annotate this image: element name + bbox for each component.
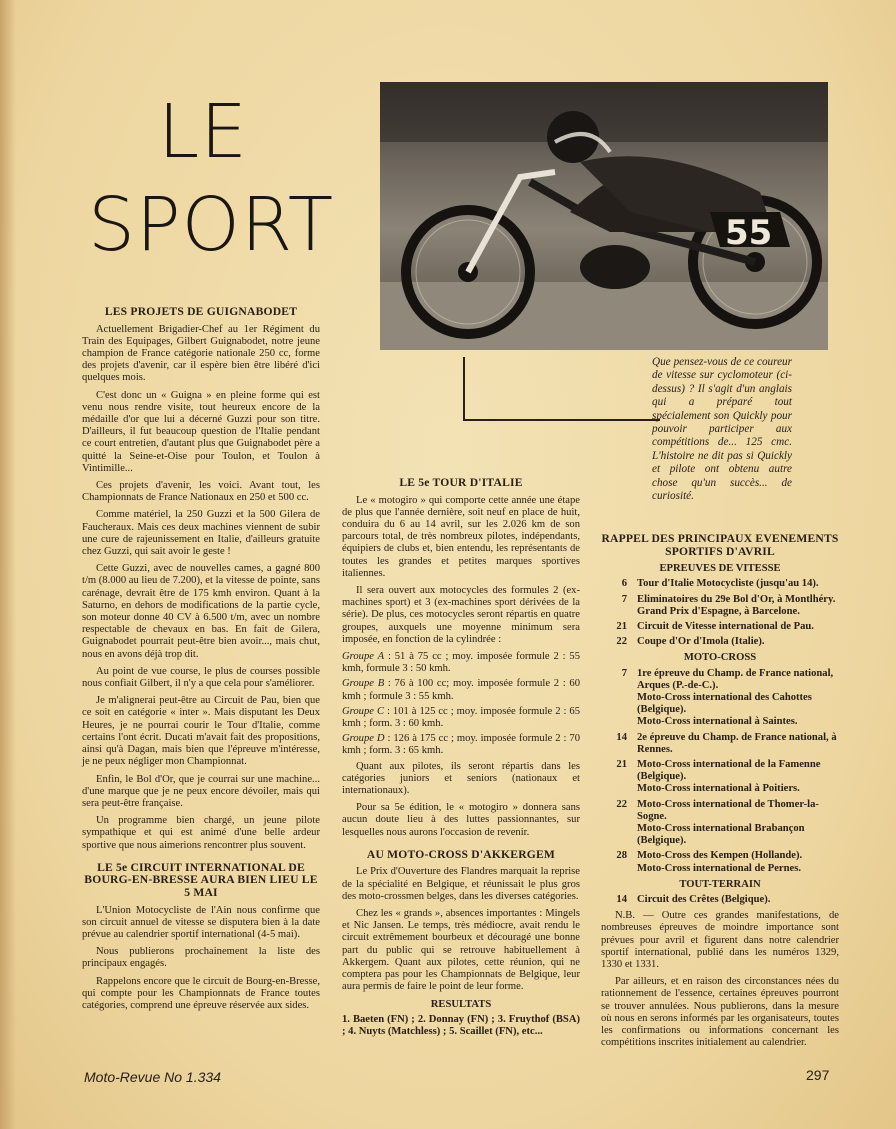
results-heading: RESULTATS (430, 998, 492, 1010)
paragraph: Comme matériel, la 250 Guzzi et la 500 Gilera de Faucheraux. Mais ces deux machines viennent de subir une cure de rajeunissement en Italie, d'ailleurs gratuite chez Guzzi, qui sait avoir le geste ! (82, 509, 320, 558)
motorcycle-photo (380, 82, 828, 350)
event-description (637, 850, 839, 874)
paragraph: Nous publierons prochainement la liste des principaux engagés. (82, 946, 320, 970)
tout-terrain-list (601, 894, 839, 906)
event-description (637, 894, 839, 906)
event-line: 1re épreuve du Champ. de France national, Arques (P.-de-C.). (637, 667, 834, 691)
paragraph: Au point de vue course, le plus de courses possible nous confiait Gilbert, il n'y a que cela pour s'améliorer. (82, 665, 320, 690)
article-heading-tour-italie: LE 5e TOUR D'ITALIE (399, 476, 523, 489)
paragraph: Ces projets d'avenir, les voici. Avant tout, les Championnats de France Nationaux en 250 et 500 cc. (82, 480, 320, 504)
paragraph: Chez les « grands », absences importantes : Mingels et Nic Jansen. Le temps, très médiocre, avait rendu le circuit extrêmement bourbeux et découragé une bonne part du public qui se retrouve habituellement à Akkergem. Quant aux pilotes, cette réunion, qui ne comptera pas pour les Championnats de Belgique, leur aura permis de faire le point de leur forme. (342, 908, 580, 993)
motocross-list (601, 668, 839, 875)
paragraph: Il sera ouvert aux motocycles des formules 2 (ex-machines sport) et 3 (ex-machines sport dérivées de la série). De plus, ces motocycles seront répartis en quatre groupes, auxquels une moyenne minimum sera imposée, en fonction de la cylindrée : (342, 585, 580, 645)
event-day: 6 (621, 578, 627, 590)
event-day: 21 (616, 759, 627, 771)
paragraph: Par ailleurs, et en raison des circonstances nées du rationnement de l'essence, certaines épreuves pourront se trouver annulées. Nous publierons, dans la mesure où nous en serons informés par les organisateurs, toutes les confirmations ou informations concernant les compétitions inscrites initialement au calendrier. (601, 976, 839, 1049)
event-description (637, 668, 839, 729)
event-line: 2e épreuve du Champ. de France national, à Rennes. (637, 731, 837, 755)
column-tour-italie (342, 477, 580, 1043)
paragraph: L'Union Motocycliste de l'Ain nous confirme que son circuit annuel de vitesse se disputera bien à la date prévue au calendrier sportif international (4-5 mai). (82, 904, 320, 940)
group-item: Groupe A : 51 à 75 cc ; moy. imposée formule 2 : 55 kmh, formule 3 : 50 kmh. (342, 651, 580, 675)
article-heading-akkergem: AU MOTO-CROSS D'AKKERGEM (366, 847, 556, 861)
paragraph: Je m'alignerai peut-être au Circuit de Pau, bien que ce soit en catégorie « inter ». Mais disputant les Deux Heures, je ne pourrai courir le Tour d'Italie, comme certains l'ont écrit. Ducati m'avait fait des propositions, ainsi qu'à Dagan, mais bien que l'épreuve m'intéresse, je ne peux négliger mon Championnat. (82, 695, 320, 768)
event-line: Moto-Cross international de Pernes. (637, 862, 801, 874)
event-description (637, 799, 839, 848)
event-day: 21 (616, 621, 627, 632)
event-description (637, 732, 839, 756)
event-row (601, 850, 839, 874)
event-row (601, 799, 839, 848)
motorcycle-illustration (380, 82, 828, 350)
event-description (637, 594, 839, 618)
event-line: Moto-Cross international à Saintes. (637, 716, 798, 728)
event-line: Eliminatoires du 29e Bol d'Or, à Montlhéry. (637, 593, 836, 605)
photo-caption: Que pensez-vous de ce coureur de vitesse sur cyclomoteur (ci-dessus) ? Il s'agit d'un anglais qui a préparé tout spécialement son Quickly pour pouvoir participer aux compétitions de... 125 cmc. L'histoire ne dit pas si Quickly et pilote ont obtenu autre chose qu'un succès... de curiosité. (652, 356, 792, 503)
event-line: Moto-Cross des Kempen (Hollande). (637, 850, 803, 862)
event-day: 22 (616, 636, 627, 648)
group-item: Groupe B : 76 à 100 cc; moy. imposée formule 2 : 60 kmh ; formule 3 : 55 kmh. (342, 678, 581, 702)
paragraph: Un programme bien chargé, un jeune pilote sympathique et qui est animé d'une belle ardeur sportive que nous aimerions rencontrer plus souvent. (82, 815, 320, 851)
article-heading-bourg: LE 5e CIRCUIT INTERNATIONAL DE BOURG-EN-BRESSE AURA BIEN LIEU LE 5 MAI (84, 860, 318, 899)
magazine-issue: Moto-Revue No 1.334 (84, 1069, 221, 1085)
event-day: 14 (616, 894, 627, 906)
event-description (637, 578, 839, 590)
caption-pointer-line (463, 357, 660, 421)
event-description (637, 621, 839, 633)
event-description (637, 759, 839, 796)
paragraph: Pour sa 5e édition, le « motogiro » donnera sans aucun doute lieu à des luttes passionnantes, sur lesquelles nous aurons l'occasion de revenir. (342, 802, 580, 838)
event-line: Tour d'Italie Motocycliste (jusqu'au 14). (637, 578, 819, 590)
event-line: Moto-Cross international de la Famenne (Belgique). (637, 759, 821, 783)
event-row (601, 578, 839, 590)
event-description (637, 636, 839, 648)
page-number: 297 (806, 1067, 830, 1083)
event-row (601, 636, 839, 648)
event-line: Coupe d'Or d'Imola (Italie). (637, 636, 765, 648)
group-item: Groupe D : 126 à 175 cc ; moy. imposée formule 2 : 70 kmh ; form. 3 : 65 kmh. (342, 733, 580, 757)
paragraph: C'est donc un « Guigna » en pleine forme qui est venu nous rendre visite, tout heureux encore de la médaille d'or que lui a décerné Guzzi pour son titre. D'ailleurs, il fut beaucoup question de l'Italie pendant ce court entretien, d'autant plus que Guignabodet père a quitté la Seine-et-Oise pour Toulon, et Toulon à Vintimille... (82, 389, 320, 474)
groups-list (342, 651, 580, 758)
race-number: 55 (725, 213, 773, 253)
event-day: 14 (616, 731, 627, 743)
event-row (601, 668, 839, 729)
event-line: Circuit de Vitesse international de Pau. (637, 621, 814, 632)
paragraph: Le « motogiro » qui comporte cette année une étape de plus que l'année dernière, soit neuf en place de huit, conduira du 6 au 14 avril, sur les 2.026 km de son parcours total, de très nombreux pilotes, indépendants, équipiers de clubs et, bien entendu, les représentants de toutes les grandes et petites marques sportives italiennes. (342, 494, 580, 579)
paragraph: Quant aux pilotes, ils seront répartis dans les catégories juniors et seniors (nationaux et internationaux). (342, 760, 580, 797)
column-guignabodet (82, 306, 320, 1017)
event-day: 28 (616, 850, 627, 862)
paragraph: Le Prix d'Ouverture des Flandres marquait la reprise de la spécialité en Belgique, et réunissait le plus gros des moto-crossmen belges, dans les diverses catégories. (342, 866, 580, 902)
article-heading-calendar: RAPPEL DES PRINCIPAUX EVENEMENTS SPORTIFS D'AVRIL (601, 532, 839, 558)
event-line: Circuit des Crêtes (Belgique). (637, 894, 771, 906)
event-row (601, 759, 839, 796)
event-row (601, 732, 839, 756)
paragraph: N.B. — Outre ces grandes manifestations, de nombreuses épreuves de moindre importance sont prévues pour avril et figurent dans notre calendrier sportif international, publié dans les numéros 1329, 1330 et 1331. (601, 910, 839, 971)
event-day: 7 (621, 667, 627, 679)
column-calendar (601, 533, 839, 1055)
event-line: Moto-Cross international à Poitiers. (637, 783, 800, 795)
event-line: Moto-Cross international de Thomer-la-Sogne. (637, 798, 819, 822)
subheading-tout-terrain: TOUT-TERRAIN (679, 878, 761, 890)
event-row (601, 894, 839, 906)
subheading-motocross: MOTO-CROSS (683, 652, 757, 664)
article-heading-guignabodet: LES PROJETS DE GUIGNABODET (104, 305, 298, 318)
group-item: Groupe C : 101 à 125 cc ; moy. imposée formule 2 : 65 kmh ; form. 3 : 60 kmh. (342, 705, 581, 730)
event-line: Moto-Cross international des Cahottes (Belgique). (637, 692, 812, 716)
event-row (601, 621, 839, 633)
paragraph: Cette Guzzi, avec de nouvelles cames, a gagné 800 t/m (8.000 au lieu de 7.200), et la vitesse de pointe, sans carénage, devrait être de 175 kmh environ. Quant à la Saturno, en dehors de modifications de la partie cycle, son moteur donne 40 CV à 6.500 t/m, avec un nombre respectable de chevaux en bas. En fait de Gilera, Guignabodet pourrait peut-être bien avoir..., mais chut, nous en avons déjà trop dit. (82, 563, 321, 660)
section-title-line1: LE (158, 89, 248, 175)
event-line: Moto-Cross international Brabançon (Belgique). (637, 823, 805, 847)
event-day: 22 (616, 798, 627, 810)
paragraph: Actuellement Brigadier-Chef au 1er Régiment du Train des Equipages, Gilbert Guignabodet, notre jeune champion de France catégorie nationale 250 cc, forme des projets d'avenir, car il espère bien être libéré d'ici quelques mois. (82, 323, 320, 384)
results-text: 1. Baeten (FN) ; 2. Donnay (FN) ; 3. Fruythof (BSA) ; 4. Nuyts (Matchless) ; 5. Scaillet (FN), etc... (342, 1013, 580, 1037)
page-edge-shadow (0, 0, 16, 1129)
paragraph: Enfin, le Bol d'Or, que je courrai sur une machine... d'une marque que je ne peux encore dévoiler, mais qui sera peut-être française. (82, 773, 320, 809)
event-row (601, 594, 839, 618)
subheading-vitesse: EPREUVES DE VITESSE (659, 563, 781, 575)
event-day: 7 (621, 593, 627, 605)
vitesse-list (601, 578, 839, 648)
section-title-line2: SPORT (88, 182, 335, 268)
paragraph: Rappelons encore que le circuit de Bourg-en-Bresse, qui compte pour les Championnats de France toutes catégories, comprend une épreuve réservée aux sides. (82, 975, 320, 1011)
event-line: Grand Prix d'Espagne, à Barcelone. (637, 605, 800, 617)
